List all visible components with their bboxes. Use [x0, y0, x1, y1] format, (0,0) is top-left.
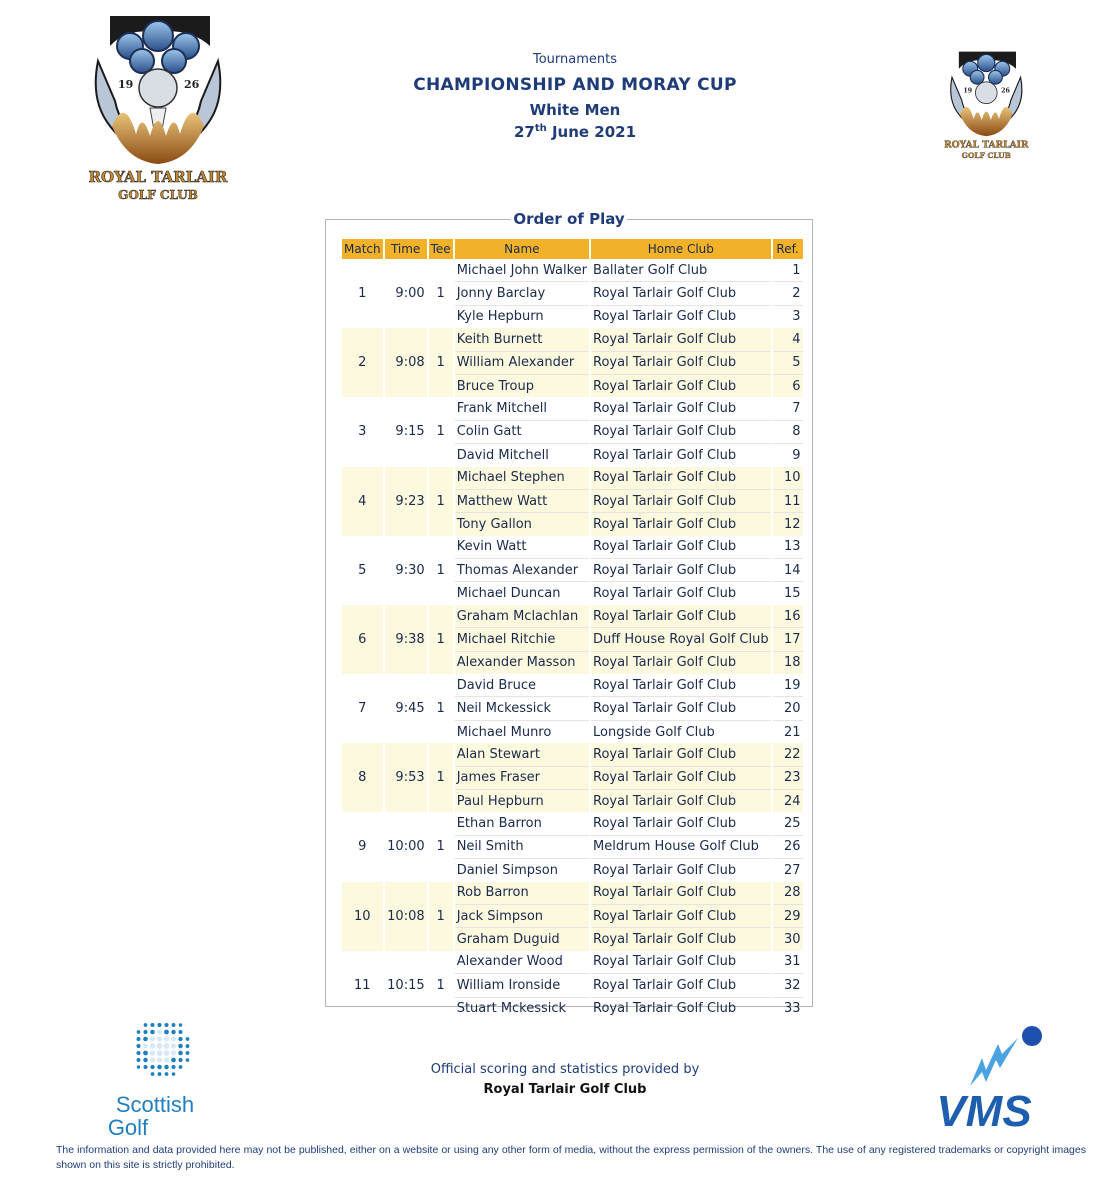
golf-ball-dot — [157, 1023, 161, 1027]
player-name[interactable]: David Mitchell — [456, 447, 549, 463]
category-subtitle: White Men — [529, 101, 621, 119]
golf-ball-dot — [171, 1030, 175, 1034]
disclaimer: The information and data provided here may not be published, either on a website or using any other form of media, without the express permission of the owners. The use of any registered trademarks or copyright images shown on this site is strictly prohibited. — [56, 1144, 1086, 1171]
logo-small-year-right: 26 — [1001, 87, 1010, 95]
tee-time: 9:30 — [395, 562, 425, 578]
logo-small-year-left: 19 — [963, 87, 973, 95]
home-club: Royal Tarlair Golf Club — [591, 674, 771, 697]
player-ref: 14 — [773, 559, 803, 582]
player-name[interactable]: Rob Barron — [455, 882, 589, 905]
player-name[interactable]: Paul Hepburn — [455, 790, 589, 812]
credit-club-name: Royal Tarlair Golf Club — [483, 1082, 647, 1097]
player-ref: 2 — [773, 282, 803, 305]
home-club: Royal Tarlair Golf Club — [591, 652, 771, 674]
player-ref: 9 — [792, 447, 801, 463]
player-ref: 20 — [773, 697, 803, 720]
match-number: 5 — [358, 562, 367, 578]
home-club: Royal Tarlair Golf Club — [593, 447, 737, 463]
golf-ball-dot — [171, 1043, 176, 1048]
tee-time: 9:53 — [385, 743, 427, 812]
tee-time: 9:23 — [385, 467, 427, 536]
golf-ball-dot — [179, 1023, 183, 1027]
player-ref: 22 — [773, 743, 803, 766]
logo-small-text-line2: GOLF CLUB — [961, 150, 1011, 160]
home-club: Royal Tarlair Golf Club — [591, 767, 771, 790]
table-row — [342, 951, 803, 974]
home-club: Royal Tarlair Golf Club — [591, 882, 771, 905]
home-club: Royal Tarlair Golf Club — [591, 559, 771, 582]
player-ref: 23 — [773, 767, 803, 790]
home-club: Royal Tarlair Golf Club — [591, 352, 771, 375]
home-club: Royal Tarlair Golf Club — [591, 697, 771, 720]
match-number: 11 — [354, 977, 371, 993]
golf-ball-dot — [150, 1043, 156, 1049]
player-ref: 6 — [773, 375, 803, 397]
home-club: Royal Tarlair Golf Club — [591, 421, 771, 444]
home-club: Royal Tarlair Golf Club — [591, 790, 771, 812]
home-club: Meldrum House Golf Club — [591, 836, 771, 859]
player-ref: 17 — [773, 628, 803, 651]
home-club: Royal Tarlair Golf Club — [593, 1001, 737, 1017]
player-name[interactable]: Michael Ritchie — [455, 628, 589, 651]
home-club: Royal Tarlair Golf Club — [591, 905, 771, 928]
player-ref: 11 — [773, 490, 803, 513]
event-date — [0, 123, 1110, 141]
tee-number: 1 — [429, 328, 453, 397]
player-ref: 16 — [773, 605, 803, 628]
golf-ball-dot — [143, 1030, 147, 1034]
tee-time: 9:45 — [395, 701, 425, 717]
match-number: 1 — [358, 286, 367, 302]
player-name[interactable]: Ethan Barron — [455, 812, 589, 835]
table-row — [342, 328, 803, 351]
date-suffix: th — [534, 123, 547, 134]
player-ref: 25 — [773, 812, 803, 835]
golf-ball-dot — [136, 1037, 140, 1041]
order-of-play-panel — [325, 210, 813, 1017]
player-name[interactable]: Alexander Masson — [455, 652, 589, 674]
golf-ball-dot — [150, 1050, 155, 1055]
player-ref: 30 — [773, 928, 803, 950]
tee-number: 1 — [436, 839, 445, 855]
home-club: Royal Tarlair Golf Club — [591, 397, 771, 420]
golf-ball-dot — [186, 1044, 190, 1048]
golf-ball-dot — [157, 1036, 163, 1042]
table-row — [342, 536, 803, 559]
table-row — [342, 882, 803, 905]
tee-number: 1 — [436, 701, 445, 717]
column-header-match: Match — [342, 239, 383, 259]
home-club: Royal Tarlair Golf Club — [591, 467, 771, 490]
table-row — [342, 812, 803, 835]
tee-number: 1 — [429, 882, 453, 951]
tee-number: 1 — [429, 467, 453, 536]
tee-time: 9:08 — [385, 328, 427, 397]
home-club: Royal Tarlair Golf Club — [591, 928, 771, 950]
player-name[interactable]: Michael John Walker — [455, 259, 589, 282]
golf-ball-dot — [178, 1044, 183, 1049]
match-number: 3 — [358, 424, 367, 440]
home-club: Royal Tarlair Golf Club — [591, 605, 771, 628]
golf-ball-dot — [136, 1051, 140, 1055]
player-name[interactable]: Thomas Alexander — [455, 559, 589, 582]
player-ref: 28 — [773, 882, 803, 905]
order-of-play-table — [340, 239, 805, 1020]
home-club: Royal Tarlair Golf Club — [591, 375, 771, 397]
player-name[interactable]: Colin Gatt — [455, 421, 589, 444]
player-name[interactable]: Bruce Troup — [455, 375, 589, 397]
player-name[interactable]: Daniel Simpson — [456, 862, 559, 878]
table-header-row — [342, 239, 803, 259]
table-row — [342, 397, 803, 420]
home-club: Royal Tarlair Golf Club — [591, 812, 771, 835]
player-name[interactable]: Tony Gallon — [455, 513, 589, 535]
tee-time: 9:38 — [385, 605, 427, 674]
player-name[interactable]: William Ironside — [455, 974, 589, 997]
golf-ball-dot — [143, 1044, 148, 1049]
table-row — [342, 743, 803, 766]
player-name[interactable]: James Fraser — [455, 767, 589, 790]
player-ref: 18 — [773, 652, 803, 674]
match-number: 2 — [342, 328, 383, 397]
golf-ball-dot — [144, 1023, 148, 1027]
table-row — [342, 467, 803, 490]
golf-ball-dot — [136, 1044, 140, 1048]
player-ref: 26 — [773, 836, 803, 859]
tee-number: 1 — [436, 562, 445, 578]
column-header-ref: Ref. — [773, 239, 803, 259]
credit-line: Official scoring and statistics provided by — [430, 1062, 700, 1077]
golf-ball-dot — [157, 1050, 163, 1056]
home-club: Royal Tarlair Golf Club — [591, 282, 771, 305]
player-name[interactable]: Kyle Hepburn — [456, 309, 544, 325]
player-ref: 33 — [784, 1001, 801, 1017]
tee-time: 10:15 — [387, 977, 425, 993]
tee-time: 10:08 — [385, 882, 427, 951]
home-club: Duff House Royal Golf Club — [591, 628, 771, 651]
logo-year-right: 26 — [184, 78, 200, 91]
logo-small-text-line1: ROYAL TARLAIR — [944, 139, 1029, 151]
golf-ball-dot — [143, 1037, 148, 1042]
vms-text: VMS — [936, 1087, 1032, 1130]
golf-ball-dot — [186, 1051, 190, 1055]
home-club: Royal Tarlair Golf Club — [591, 743, 771, 766]
table-row — [342, 605, 803, 628]
player-ref: 13 — [773, 536, 803, 559]
player-name[interactable]: Michael Stephen — [455, 467, 589, 490]
golf-ball-dot — [137, 1030, 141, 1034]
player-name[interactable]: Keith Burnett — [455, 328, 589, 351]
golf-ball-dot — [164, 1023, 168, 1027]
tee-time: 9:00 — [395, 286, 425, 302]
golf-ball-dot — [156, 1043, 162, 1049]
player-name[interactable]: Jack Simpson — [455, 905, 589, 928]
tee-time: 10:00 — [387, 839, 425, 855]
match-number: 10 — [342, 882, 383, 951]
player-name[interactable]: Graham Mclachlan — [455, 605, 589, 628]
player-ref: 31 — [773, 951, 803, 974]
golf-ball-dot — [186, 1037, 190, 1041]
table-row — [342, 674, 803, 697]
golf-ball-dot — [178, 1051, 182, 1055]
player-name[interactable]: Stuart Mckessick — [456, 1001, 567, 1017]
home-club: Royal Tarlair Golf Club — [591, 490, 771, 513]
player-ref: 10 — [773, 467, 803, 490]
player-name[interactable]: Alexander Wood — [455, 951, 589, 974]
player-name[interactable]: Michael Munro — [456, 724, 552, 740]
golf-ball-dot — [150, 1036, 155, 1041]
tee-number: 1 — [429, 743, 453, 812]
golf-ball-dot — [150, 1023, 154, 1027]
player-ref: 32 — [773, 974, 803, 997]
column-header-time: Time — [385, 239, 427, 259]
golf-ball-dot — [164, 1036, 169, 1041]
vms-logo — [922, 1024, 1052, 1130]
golf-ball-dot — [164, 1043, 170, 1049]
player-name[interactable]: Frank Mitchell — [455, 397, 589, 420]
column-header-home-club: Home Club — [591, 239, 771, 259]
player-name[interactable]: Alan Stewart — [455, 743, 589, 766]
tee-number: 1 — [436, 286, 445, 302]
column-header-name: Name — [455, 239, 589, 259]
home-club: Royal Tarlair Golf Club — [593, 586, 737, 602]
golf-ball-dot — [157, 1030, 162, 1035]
player-ref: 21 — [784, 724, 801, 740]
golf-ball-dot — [178, 1037, 182, 1041]
player-name[interactable]: Michael Duncan — [456, 586, 561, 602]
date-rest: June 2021 — [546, 123, 637, 141]
vms-check-icon — [970, 1038, 1018, 1086]
player-name[interactable]: Neil Mckessick — [455, 697, 589, 720]
player-name[interactable]: Matthew Watt — [455, 490, 589, 513]
logo-text-line1: ROYAL TARLAIR — [88, 168, 228, 186]
player-ref: 15 — [784, 586, 801, 602]
player-ref: 3 — [792, 309, 801, 325]
logo-text-line2: GOLF CLUB — [118, 188, 198, 202]
tee-number: 1 — [429, 605, 453, 674]
match-number: 6 — [342, 605, 383, 674]
golf-ball-dot — [172, 1023, 176, 1027]
scottish-golf-text-line1: Scottish — [115, 1092, 195, 1117]
home-club: Ballater Golf Club — [591, 259, 771, 282]
home-club: Royal Tarlair Golf Club — [593, 862, 737, 878]
tee-number: 1 — [436, 977, 445, 993]
golf-ball-dot — [179, 1030, 183, 1034]
home-club: Royal Tarlair Golf Club — [591, 328, 771, 351]
home-club: Royal Tarlair Golf Club — [593, 309, 737, 325]
player-name[interactable]: William Alexander — [455, 352, 589, 375]
golf-ball-dot — [143, 1051, 148, 1056]
player-ref: 1 — [773, 259, 803, 282]
date-day: 27 — [513, 123, 535, 141]
player-ref: 5 — [773, 352, 803, 375]
player-ref: 19 — [773, 674, 803, 697]
section-link[interactable]: Tournaments — [532, 52, 618, 67]
player-ref: 12 — [773, 513, 803, 535]
home-club: Royal Tarlair Golf Club — [591, 974, 771, 997]
home-club: Longside Golf Club — [593, 724, 715, 740]
golf-ball-dot — [164, 1050, 170, 1056]
tee-number: 1 — [436, 424, 445, 440]
match-number: 7 — [358, 701, 367, 717]
player-name[interactable]: Neil Smith — [455, 836, 589, 859]
home-club: Royal Tarlair Golf Club — [591, 513, 771, 535]
match-number: 8 — [342, 743, 383, 812]
order-of-play-legend: Order of Play — [513, 210, 625, 228]
golf-ball-dot — [150, 1030, 155, 1035]
golf-ball-dot — [164, 1030, 169, 1035]
logo-year-left: 19 — [118, 78, 134, 91]
table-row — [342, 259, 803, 282]
scottish-golf-text-line2: Golf — [107, 1115, 149, 1140]
player-ref: 7 — [773, 397, 803, 420]
golf-ball-dot — [171, 1050, 176, 1055]
column-header-tee: Tee — [429, 239, 453, 259]
tee-time: 9:15 — [395, 424, 425, 440]
match-number: 9 — [358, 839, 367, 855]
player-name[interactable]: Jonny Barclay — [455, 282, 589, 305]
player-name[interactable]: Kevin Watt — [455, 536, 589, 559]
home-club: Royal Tarlair Golf Club — [591, 951, 771, 974]
match-number: 4 — [342, 467, 383, 536]
player-ref: 29 — [773, 905, 803, 928]
player-ref: 24 — [773, 790, 803, 812]
page-title: CHAMPIONSHIP AND MORAY CUP — [413, 75, 737, 95]
player-ref: 27 — [784, 862, 801, 878]
player-ref: 4 — [773, 328, 803, 351]
vms-ball-icon — [1022, 1026, 1042, 1046]
golf-ball-dot — [171, 1037, 176, 1042]
page-header — [0, 52, 1110, 141]
player-name[interactable]: Graham Duguid — [455, 928, 589, 950]
player-name[interactable]: David Bruce — [455, 674, 589, 697]
home-club: Royal Tarlair Golf Club — [591, 536, 771, 559]
player-ref: 8 — [773, 421, 803, 444]
